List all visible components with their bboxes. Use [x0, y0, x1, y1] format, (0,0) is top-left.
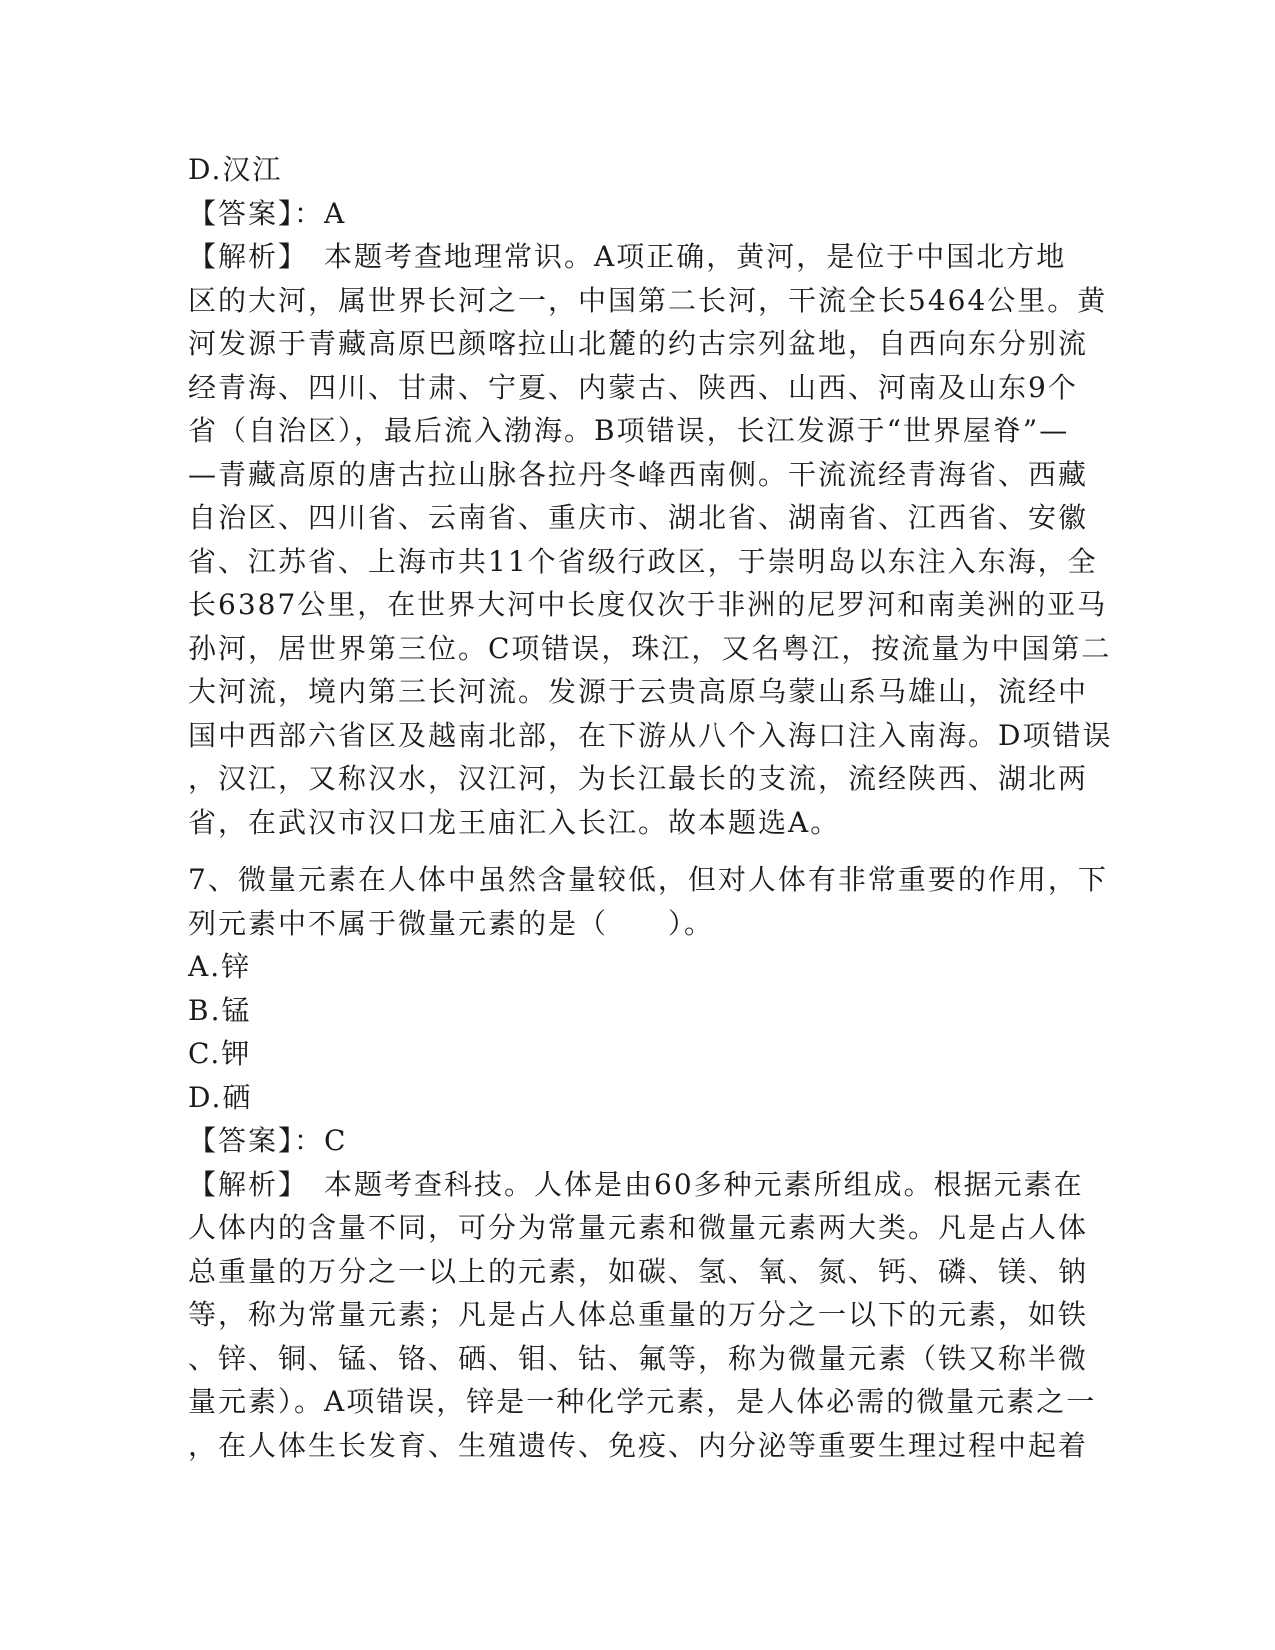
explanation-line: 【解析】 本题考查地理常识。A项正确，黄河，是位于中国北方地 — [188, 240, 1067, 273]
explanation-line: 国中西部六省区及越南北部，在下游从八个入海口注入南海。D项错误 — [188, 718, 1113, 752]
option-d: D.硒 — [188, 1080, 253, 1114]
option-c: C.钾 — [188, 1037, 252, 1070]
explanation-line: 省，在武汉市汉口龙王庙汇入长江。故本题选A。 — [188, 805, 841, 839]
explanation-line: 人体内的含量不同，可分为常量元素和微量元素两大类。凡是占人体 — [188, 1211, 1089, 1244]
options-q7 — [188, 945, 1088, 1119]
section-gap — [188, 844, 1088, 858]
explanation-line: —青藏高原的唐古拉山脉各拉丹冬峰西南侧。干流流经青海省、西藏 — [188, 457, 1089, 491]
explanation-line: 河发源于青藏高原巴颜喀拉山北麓的约古宗列盆地，自西向东分别流 — [188, 327, 1089, 360]
option-b: B.锰 — [188, 993, 252, 1027]
explanation-line: ，在人体生长发育、生殖遗传、免疫、内分泌等重要生理过程中起着 — [188, 1428, 1089, 1462]
explanation-line: 经青海、四川、甘肃、宁夏、内蒙古、陕西、山西、河南及山东9个 — [188, 370, 1078, 404]
explanation-line: 自治区、四川省、云南省、重庆市、湖北省、湖南省、江西省、安徽 — [188, 501, 1089, 534]
explanation-line: 量元素）。A项错误，锌是一种化学元素，是人体必需的微量元素之一 — [188, 1385, 1097, 1418]
explanation-q6 — [188, 235, 1113, 844]
explanation-line: 总重量的万分之一以上的元素，如碳、氢、氧、氮、钙、磷、镁、钠 — [188, 1254, 1089, 1288]
question-line: 7、微量元素在人体中虽然含量较低，但对人体有非常重要的作用，下 — [188, 863, 1108, 896]
explanation-line: ，汉江，又称汉水，汉江河，为长江最长的支流，流经陕西、湖北两 — [188, 762, 1089, 795]
answer-q6: 【答案】：A — [188, 196, 347, 230]
page-content — [188, 148, 1113, 1467]
answer-q7: 【答案】：C — [188, 1124, 348, 1157]
explanation-line: 省（自治区），最后流入渤海。B项错误，长江发源于“世界屋脊”— — [188, 414, 1070, 447]
explanation-line: 大河流，境内第三长河流。发源于云贵高原乌蒙山系马雄山，流经中 — [188, 675, 1089, 708]
explanation-q7 — [188, 1163, 1097, 1468]
explanation-line: 等，称为常量元素；凡是占人体总重量的万分之一以下的元素，如铁 — [188, 1298, 1089, 1331]
question-7 — [188, 858, 1108, 945]
question-line: 列元素中不属于微量元素的是（ ）。 — [188, 906, 715, 940]
explanation-line: 区的大河，属世界长河之一，中国第二长河，干流全长5464公里。黄 — [188, 283, 1108, 317]
explanation-line: 长6387公里，在世界大河中长度仅次于非洲的尼罗河和南美洲的亚马 — [188, 588, 1108, 621]
option-a: A.锌 — [188, 950, 252, 983]
explanation-line: 省、江苏省、上海市共11个省级行政区，于崇明岛以东注入东海，全 — [188, 544, 1098, 578]
explanation-line: 【解析】 本题考查科技。人体是由60多种元素所组成。根据元素在 — [188, 1167, 1084, 1201]
prev-option-d: D.汉江 — [188, 153, 283, 186]
explanation-line: 、锌、铜、锰、铬、硒、钼、钴、氟等，称为微量元素（铁又称半微 — [188, 1341, 1089, 1375]
explanation-line: 孙河，居世界第三位。C项错误，珠江，又名粤江，按流量为中国第二 — [188, 631, 1112, 665]
